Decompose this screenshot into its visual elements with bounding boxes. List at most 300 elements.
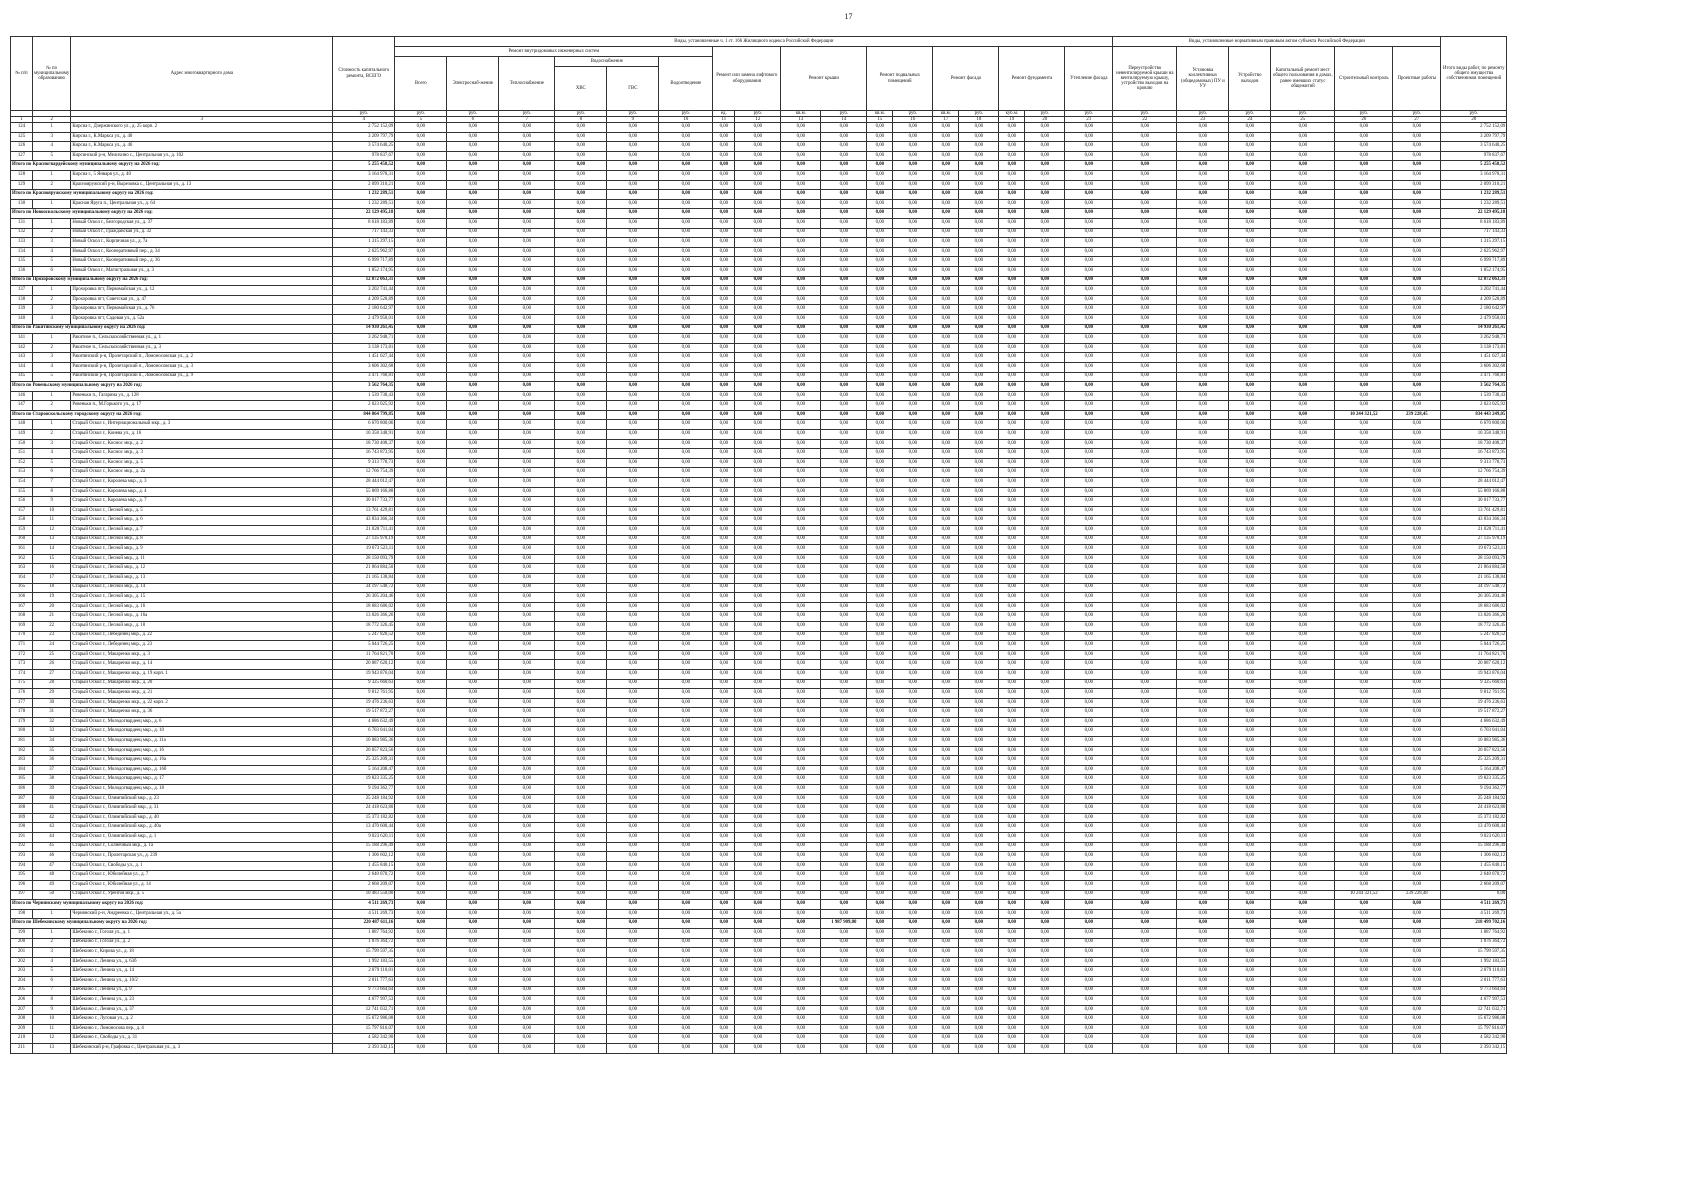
value-cell: 0,00 — [659, 324, 713, 334]
value-cell: 0,00 — [933, 132, 959, 142]
value-cell: 0,00 — [499, 938, 555, 948]
value-cell: 0,00 — [1335, 928, 1393, 938]
address-cell: Старый Оскол г., Макаренко мкр., д. 3 — [71, 650, 333, 660]
value-cell: 0,00 — [959, 266, 999, 276]
value-cell: 0,00 — [1393, 593, 1441, 603]
value-cell: 0,00 — [659, 900, 713, 910]
value-cell: 0,00 — [447, 823, 499, 833]
value-cell: 0,00 — [867, 420, 893, 430]
cost-cell: 21 020 711,41 — [333, 526, 395, 536]
row-number: 146 — [11, 391, 33, 401]
value-cell: 0,00 — [659, 497, 713, 507]
value-cell: 0,00 — [821, 948, 867, 958]
value-cell: 0,00 — [1335, 372, 1393, 382]
value-cell: 0,00 — [735, 353, 781, 363]
value-cell: 0,00 — [1271, 199, 1335, 209]
value-cell: 0,00 — [1113, 833, 1177, 843]
value-cell: 0,00 — [893, 228, 933, 238]
value-cell: 0,00 — [867, 612, 893, 622]
value-cell: 0,00 — [781, 948, 821, 958]
muni-number: 12 — [33, 1034, 71, 1044]
value-cell: 0,00 — [395, 142, 447, 152]
value-cell: 0,00 — [893, 861, 933, 871]
value-cell: 0,00 — [1065, 948, 1113, 958]
value-cell: 0,00 — [607, 430, 659, 440]
total-works-cell: 19 943 876,04 — [1441, 669, 1507, 679]
row-number: 211 — [11, 1044, 33, 1054]
cost-cell: 4 686 632,49 — [333, 717, 395, 727]
value-cell: 0,00 — [959, 554, 999, 564]
value-cell: 0,00 — [933, 928, 959, 938]
value-cell: 0,00 — [713, 1044, 735, 1054]
total-works-cell: 1 852 174,95 — [1441, 266, 1507, 276]
address-cell: Ракитное п., Сельскохозяйственная ул., д. 3 — [71, 343, 333, 353]
muni-number: 3 — [33, 305, 71, 315]
value-cell: 0,00 — [713, 276, 735, 286]
value-cell: 0,00 — [867, 458, 893, 468]
address-cell: Старый Оскол г., Лебединец мкр., д. 22 — [71, 631, 333, 641]
value-cell: 0,00 — [893, 583, 933, 593]
table-row — [11, 794, 1507, 804]
value-cell: 0,00 — [607, 976, 659, 986]
value-cell: 0,00 — [1113, 372, 1177, 382]
value-cell: 0,00 — [1025, 660, 1065, 670]
value-cell: 0,00 — [933, 276, 959, 286]
subtotal-label: Итого по Шебекинскому муниципальному округу на 2026 год: — [11, 919, 333, 929]
value-cell: 0,00 — [1025, 765, 1065, 775]
unit-cell: кв.м. — [781, 111, 821, 117]
value-cell: 0,00 — [1177, 142, 1229, 152]
muni-number: 2 — [33, 343, 71, 353]
value-cell: 0,00 — [781, 833, 821, 843]
value-cell: 0,00 — [867, 314, 893, 324]
value-cell: 0,00 — [959, 247, 999, 257]
muni-number: 33 — [33, 727, 71, 737]
value-cell: 0,00 — [607, 171, 659, 181]
value-cell: 0,00 — [867, 410, 893, 420]
value-cell: 0,00 — [1065, 621, 1113, 631]
value-cell: 0,00 — [933, 391, 959, 401]
subtotal-row — [11, 276, 1507, 286]
value-cell: 0,00 — [607, 439, 659, 449]
value-cell: 0,00 — [1113, 775, 1177, 785]
value-cell: 0,00 — [999, 564, 1025, 574]
value-cell: 0,00 — [555, 382, 607, 392]
total-works-cell: 3 606 302,68 — [1441, 362, 1507, 372]
address-cell: Шебекино г., Ломоносова пер., д. 4 — [71, 1024, 333, 1034]
header-foundation: Ремонт фундамента — [999, 47, 1065, 111]
value-cell: 0,00 — [821, 852, 867, 862]
value-cell: 0,00 — [893, 708, 933, 718]
cost-cell: 2 393 342,15 — [333, 1044, 395, 1054]
value-cell: 0,00 — [1113, 1044, 1177, 1054]
value-cell: 0,00 — [395, 247, 447, 257]
value-cell: 0,00 — [1113, 708, 1177, 718]
value-cell: 0,00 — [933, 842, 959, 852]
value-cell: 0,00 — [821, 430, 867, 440]
cost-cell: 9 194 362,77 — [333, 785, 395, 795]
table-row — [11, 372, 1507, 382]
value-cell: 0,00 — [659, 919, 713, 929]
value-cell: 0,00 — [959, 1034, 999, 1044]
value-cell: 0,00 — [959, 142, 999, 152]
value-cell: 0,00 — [1393, 324, 1441, 334]
value-cell: 0,00 — [999, 813, 1025, 823]
column-number: 23 — [1177, 117, 1229, 123]
value-cell: 0,00 — [1393, 276, 1441, 286]
value-cell: 0,00 — [1335, 909, 1393, 919]
value-cell: 0,00 — [447, 976, 499, 986]
total-works-cell: 55 869 166,88 — [1441, 487, 1507, 497]
total-works-cell: 2 180 642,97 — [1441, 305, 1507, 315]
value-cell: 0,00 — [1113, 487, 1177, 497]
value-cell: 0,00 — [713, 612, 735, 622]
value-cell: 0,00 — [735, 478, 781, 488]
value-cell: 0,00 — [1025, 957, 1065, 967]
table-row — [11, 257, 1507, 267]
value-cell: 0,00 — [1065, 708, 1113, 718]
value-cell: 0,00 — [395, 468, 447, 478]
total-works-cell: 218 499 702,16 — [1441, 919, 1507, 929]
value-cell: 0,00 — [1025, 554, 1065, 564]
row-number: 206 — [11, 996, 33, 1006]
value-cell: 0,00 — [1065, 641, 1113, 651]
total-works-cell: 18 683 686,02 — [1441, 602, 1507, 612]
column-number: 1 — [11, 117, 33, 123]
value-cell: 0,00 — [959, 305, 999, 315]
value-cell: 0,00 — [395, 900, 447, 910]
value-cell: 0,00 — [555, 420, 607, 430]
value-cell: 0,00 — [713, 324, 735, 334]
value-cell: 0,00 — [713, 775, 735, 785]
value-cell: 0,00 — [1177, 583, 1229, 593]
total-works-cell: 1 306 602,12 — [1441, 852, 1507, 862]
value-cell: 0,00 — [607, 497, 659, 507]
value-cell: 0,00 — [1065, 938, 1113, 948]
value-cell: 0,00 — [735, 593, 781, 603]
value-cell: 0,00 — [959, 286, 999, 296]
muni-number: 1 — [33, 199, 71, 209]
value-cell: 0,00 — [713, 209, 735, 219]
value-cell: 0,00 — [1025, 1024, 1065, 1034]
value-cell: 0,00 — [1065, 554, 1113, 564]
value-cell: 0,00 — [659, 573, 713, 583]
value-cell: 0,00 — [867, 833, 893, 843]
value-cell: 0,00 — [1271, 919, 1335, 929]
value-cell: 0,00 — [735, 1005, 781, 1015]
value-cell: 0,00 — [659, 516, 713, 526]
value-cell: 0,00 — [1229, 746, 1271, 756]
column-number: 10 — [659, 117, 713, 123]
value-cell: 0,00 — [555, 967, 607, 977]
value-cell: 0,00 — [1229, 833, 1271, 843]
muni-number: 2 — [33, 401, 71, 411]
value-cell: 0,00 — [607, 382, 659, 392]
value-cell: 0,00 — [713, 535, 735, 545]
value-cell: 0,00 — [395, 180, 447, 190]
value-cell: 0,00 — [1271, 391, 1335, 401]
value-cell: 0,00 — [659, 190, 713, 200]
total-works-cell: 10 083 985,36 — [1441, 737, 1507, 747]
total-works-cell: 978 837,67 — [1441, 151, 1507, 161]
total-works-cell: 834 443 249,05 — [1441, 410, 1507, 420]
value-cell: 0,00 — [735, 698, 781, 708]
value-cell: 0,00 — [933, 362, 959, 372]
value-cell: 0,00 — [713, 765, 735, 775]
value-cell: 0,00 — [1393, 900, 1441, 910]
table-row — [11, 948, 1507, 958]
address-cell: Старый Оскол г., Конева ул., д. 16 — [71, 430, 333, 440]
value-cell: 0,00 — [781, 535, 821, 545]
value-cell: 0,00 — [607, 247, 659, 257]
value-cell: 0,00 — [735, 430, 781, 440]
value-cell: 0,00 — [867, 257, 893, 267]
row-number: 160 — [11, 535, 33, 545]
value-cell: 0,00 — [999, 890, 1025, 900]
value-cell: 0,00 — [713, 717, 735, 727]
value-cell: 0,00 — [1229, 641, 1271, 651]
value-cell: 0,00 — [395, 410, 447, 420]
value-cell: 0,00 — [607, 698, 659, 708]
value-cell: 0,00 — [1229, 813, 1271, 823]
value-cell: 0,00 — [1271, 804, 1335, 814]
row-number: 154 — [11, 478, 33, 488]
value-cell: 0,00 — [1113, 679, 1177, 689]
value-cell: 0,00 — [1025, 976, 1065, 986]
address-cell: Старый Оскол г., Свободы ул., д. 1 — [71, 861, 333, 871]
value-cell: 0,00 — [1229, 996, 1271, 1006]
value-cell: 0,00 — [893, 487, 933, 497]
value-cell: 0,00 — [735, 343, 781, 353]
table-row — [11, 804, 1507, 814]
value-cell: 0,00 — [555, 449, 607, 459]
value-cell: 0,00 — [781, 756, 821, 766]
value-cell: 0,00 — [1335, 190, 1393, 200]
value-cell: 0,00 — [867, 708, 893, 718]
value-cell: 0,00 — [1393, 698, 1441, 708]
table-row — [11, 813, 1507, 823]
value-cell: 0,00 — [781, 219, 821, 229]
value-cell: 0,00 — [999, 535, 1025, 545]
value-cell: 0,00 — [555, 468, 607, 478]
value-cell: 0,00 — [1271, 487, 1335, 497]
value-cell: 0,00 — [735, 631, 781, 641]
value-cell: 0,00 — [867, 909, 893, 919]
row-number: 153 — [11, 468, 33, 478]
value-cell: 0,00 — [1065, 209, 1113, 219]
value-cell: 0,00 — [1113, 180, 1177, 190]
muni-number: 4 — [33, 449, 71, 459]
header-cost: Стоимость капитального ремонта, ВСЕГО — [333, 37, 395, 111]
value-cell: 0,00 — [607, 343, 659, 353]
value-cell: 0,00 — [1113, 228, 1177, 238]
value-cell: 0,00 — [499, 804, 555, 814]
value-cell: 0,00 — [395, 938, 447, 948]
cost-cell: 8 618 183,89 — [333, 219, 395, 229]
value-cell: 0,00 — [447, 737, 499, 747]
value-cell: 0,00 — [499, 948, 555, 958]
muni-number: 49 — [33, 880, 71, 890]
value-cell: 0,00 — [959, 545, 999, 555]
value-cell: 0,00 — [1065, 449, 1113, 459]
value-cell: 0,00 — [821, 871, 867, 881]
value-cell: 0,00 — [1025, 717, 1065, 727]
value-cell: 0,00 — [447, 631, 499, 641]
value-cell: 0,00 — [447, 353, 499, 363]
value-cell: 0,00 — [555, 631, 607, 641]
address-cell: Старый Оскол г., Олимпийский мкр., д. 31 — [71, 804, 333, 814]
unit-cell: руб. — [555, 111, 607, 117]
value-cell: 0,00 — [395, 219, 447, 229]
value-cell: 0,00 — [1025, 343, 1065, 353]
value-cell: 0,00 — [1113, 506, 1177, 516]
value-cell: 0,00 — [933, 794, 959, 804]
table-row — [11, 1044, 1507, 1054]
value-cell: 0,00 — [1113, 641, 1177, 651]
table-row — [11, 650, 1507, 660]
value-cell: 0,00 — [607, 228, 659, 238]
value-cell: 0,00 — [1271, 996, 1335, 1006]
cost-cell: 16 743 873,95 — [333, 449, 395, 459]
value-cell: 0,00 — [659, 967, 713, 977]
value-cell: 0,00 — [1177, 1005, 1229, 1015]
value-cell: 0,00 — [555, 794, 607, 804]
value-cell: 0,00 — [1335, 861, 1393, 871]
total-works-cell: 4 209 520,89 — [1441, 295, 1507, 305]
value-cell: 0,00 — [555, 458, 607, 468]
value-cell: 0,00 — [933, 382, 959, 392]
value-cell: 0,00 — [999, 410, 1025, 420]
value-cell: 0,00 — [555, 151, 607, 161]
value-cell: 0,00 — [893, 717, 933, 727]
value-cell: 0,00 — [1335, 420, 1393, 430]
value-cell: 0,00 — [999, 785, 1025, 795]
value-cell: 0,00 — [821, 401, 867, 411]
value-cell: 0,00 — [659, 948, 713, 958]
row-number: 145 — [11, 372, 33, 382]
value-cell: 0,00 — [867, 449, 893, 459]
address-cell: Новый Оскол г., Гражданская ул., д. 32 — [71, 228, 333, 238]
value-cell: 0,00 — [713, 909, 735, 919]
value-cell: 0,00 — [1229, 420, 1271, 430]
value-cell: 0,00 — [1113, 439, 1177, 449]
value-cell: 0,00 — [781, 717, 821, 727]
value-cell: 0,00 — [499, 823, 555, 833]
value-cell: 0,00 — [1025, 516, 1065, 526]
column-number: 21 — [1065, 117, 1113, 123]
address-cell: Красная Яруга п., Центральная ул., д. 64 — [71, 199, 333, 209]
value-cell: 0,00 — [713, 708, 735, 718]
value-cell: 0,00 — [1393, 305, 1441, 315]
value-cell: 0,00 — [447, 1015, 499, 1025]
value-cell: 0,00 — [1177, 631, 1229, 641]
value-cell: 0,00 — [781, 813, 821, 823]
value-cell: 0,00 — [999, 948, 1025, 958]
value-cell: 0,00 — [933, 334, 959, 344]
value-cell: 0,00 — [1271, 497, 1335, 507]
value-cell: 0,00 — [893, 641, 933, 651]
value-cell: 0,00 — [1271, 209, 1335, 219]
muni-number: 25 — [33, 650, 71, 660]
value-cell: 0,00 — [893, 410, 933, 420]
value-cell: 0,00 — [933, 410, 959, 420]
value-cell: 0,00 — [1025, 919, 1065, 929]
value-cell: 0,00 — [1065, 842, 1113, 852]
row-number: 173 — [11, 660, 33, 670]
value-cell: 0,00 — [555, 209, 607, 219]
value-cell: 0,00 — [713, 976, 735, 986]
value-cell: 0,00 — [1335, 382, 1393, 392]
value-cell: 0,00 — [395, 506, 447, 516]
table-row — [11, 852, 1507, 862]
value-cell: 0,00 — [999, 439, 1025, 449]
muni-number: 16 — [33, 564, 71, 574]
value-cell: 0,00 — [1025, 861, 1065, 871]
cost-cell: 1 992 183,55 — [333, 957, 395, 967]
value-cell: 0,00 — [499, 717, 555, 727]
value-cell: 0,00 — [1065, 410, 1113, 420]
value-cell: 0,00 — [933, 650, 959, 660]
value-cell: 0,00 — [1229, 401, 1271, 411]
value-cell: 0,00 — [1113, 410, 1177, 420]
value-cell: 0,00 — [1025, 353, 1065, 363]
value-cell: 0,00 — [1393, 439, 1441, 449]
value-cell: 0,00 — [1335, 199, 1393, 209]
address-cell: Старый Оскол г., Лесной мкр., д. 13 — [71, 573, 333, 583]
value-cell: 0,00 — [893, 362, 933, 372]
value-cell: 0,00 — [395, 842, 447, 852]
column-number: 22 — [1113, 117, 1177, 123]
value-cell: 0,00 — [959, 324, 999, 334]
value-cell: 0,00 — [959, 180, 999, 190]
address-cell: Ракитянский р-н, Пролетарский п., Ломоносовская ул., д. 9 — [71, 372, 333, 382]
value-cell: 0,00 — [659, 401, 713, 411]
cost-cell: 15 672 986,08 — [333, 1015, 395, 1025]
value-cell: 0,00 — [499, 861, 555, 871]
value-cell: 0,00 — [713, 689, 735, 699]
value-cell: 0,00 — [933, 142, 959, 152]
value-cell: 0,00 — [933, 717, 959, 727]
muni-number: 7 — [33, 986, 71, 996]
value-cell: 0,00 — [607, 833, 659, 843]
value-cell: 0,00 — [893, 871, 933, 881]
muni-number: 5 — [33, 967, 71, 977]
value-cell: 0,00 — [555, 785, 607, 795]
value-cell: 0,00 — [1335, 554, 1393, 564]
value-cell: 0,00 — [933, 938, 959, 948]
value-cell: 0,00 — [893, 506, 933, 516]
value-cell: 0,00 — [867, 468, 893, 478]
value-cell: 0,00 — [959, 295, 999, 305]
value-cell: 0,00 — [893, 382, 933, 392]
value-cell: 0,00 — [933, 919, 959, 929]
value-cell: 0,00 — [395, 190, 447, 200]
value-cell: 0,00 — [1335, 679, 1393, 689]
total-works-cell: 2 079 110,01 — [1441, 967, 1507, 977]
value-cell: 0,00 — [933, 1015, 959, 1025]
address-cell: Шебекино г., Гоголя ул., д. 1 — [71, 928, 333, 938]
value-cell: 0,00 — [867, 775, 893, 785]
value-cell: 0,00 — [1065, 909, 1113, 919]
value-cell: 0,00 — [1065, 1015, 1113, 1025]
value-cell: 0,00 — [1335, 727, 1393, 737]
value-cell: 0,00 — [659, 372, 713, 382]
row-number: 175 — [11, 679, 33, 689]
value-cell: 0,00 — [1229, 689, 1271, 699]
muni-number: 1 — [33, 334, 71, 344]
cost-cell: 26 305 204,46 — [333, 593, 395, 603]
row-number: 169 — [11, 621, 33, 631]
